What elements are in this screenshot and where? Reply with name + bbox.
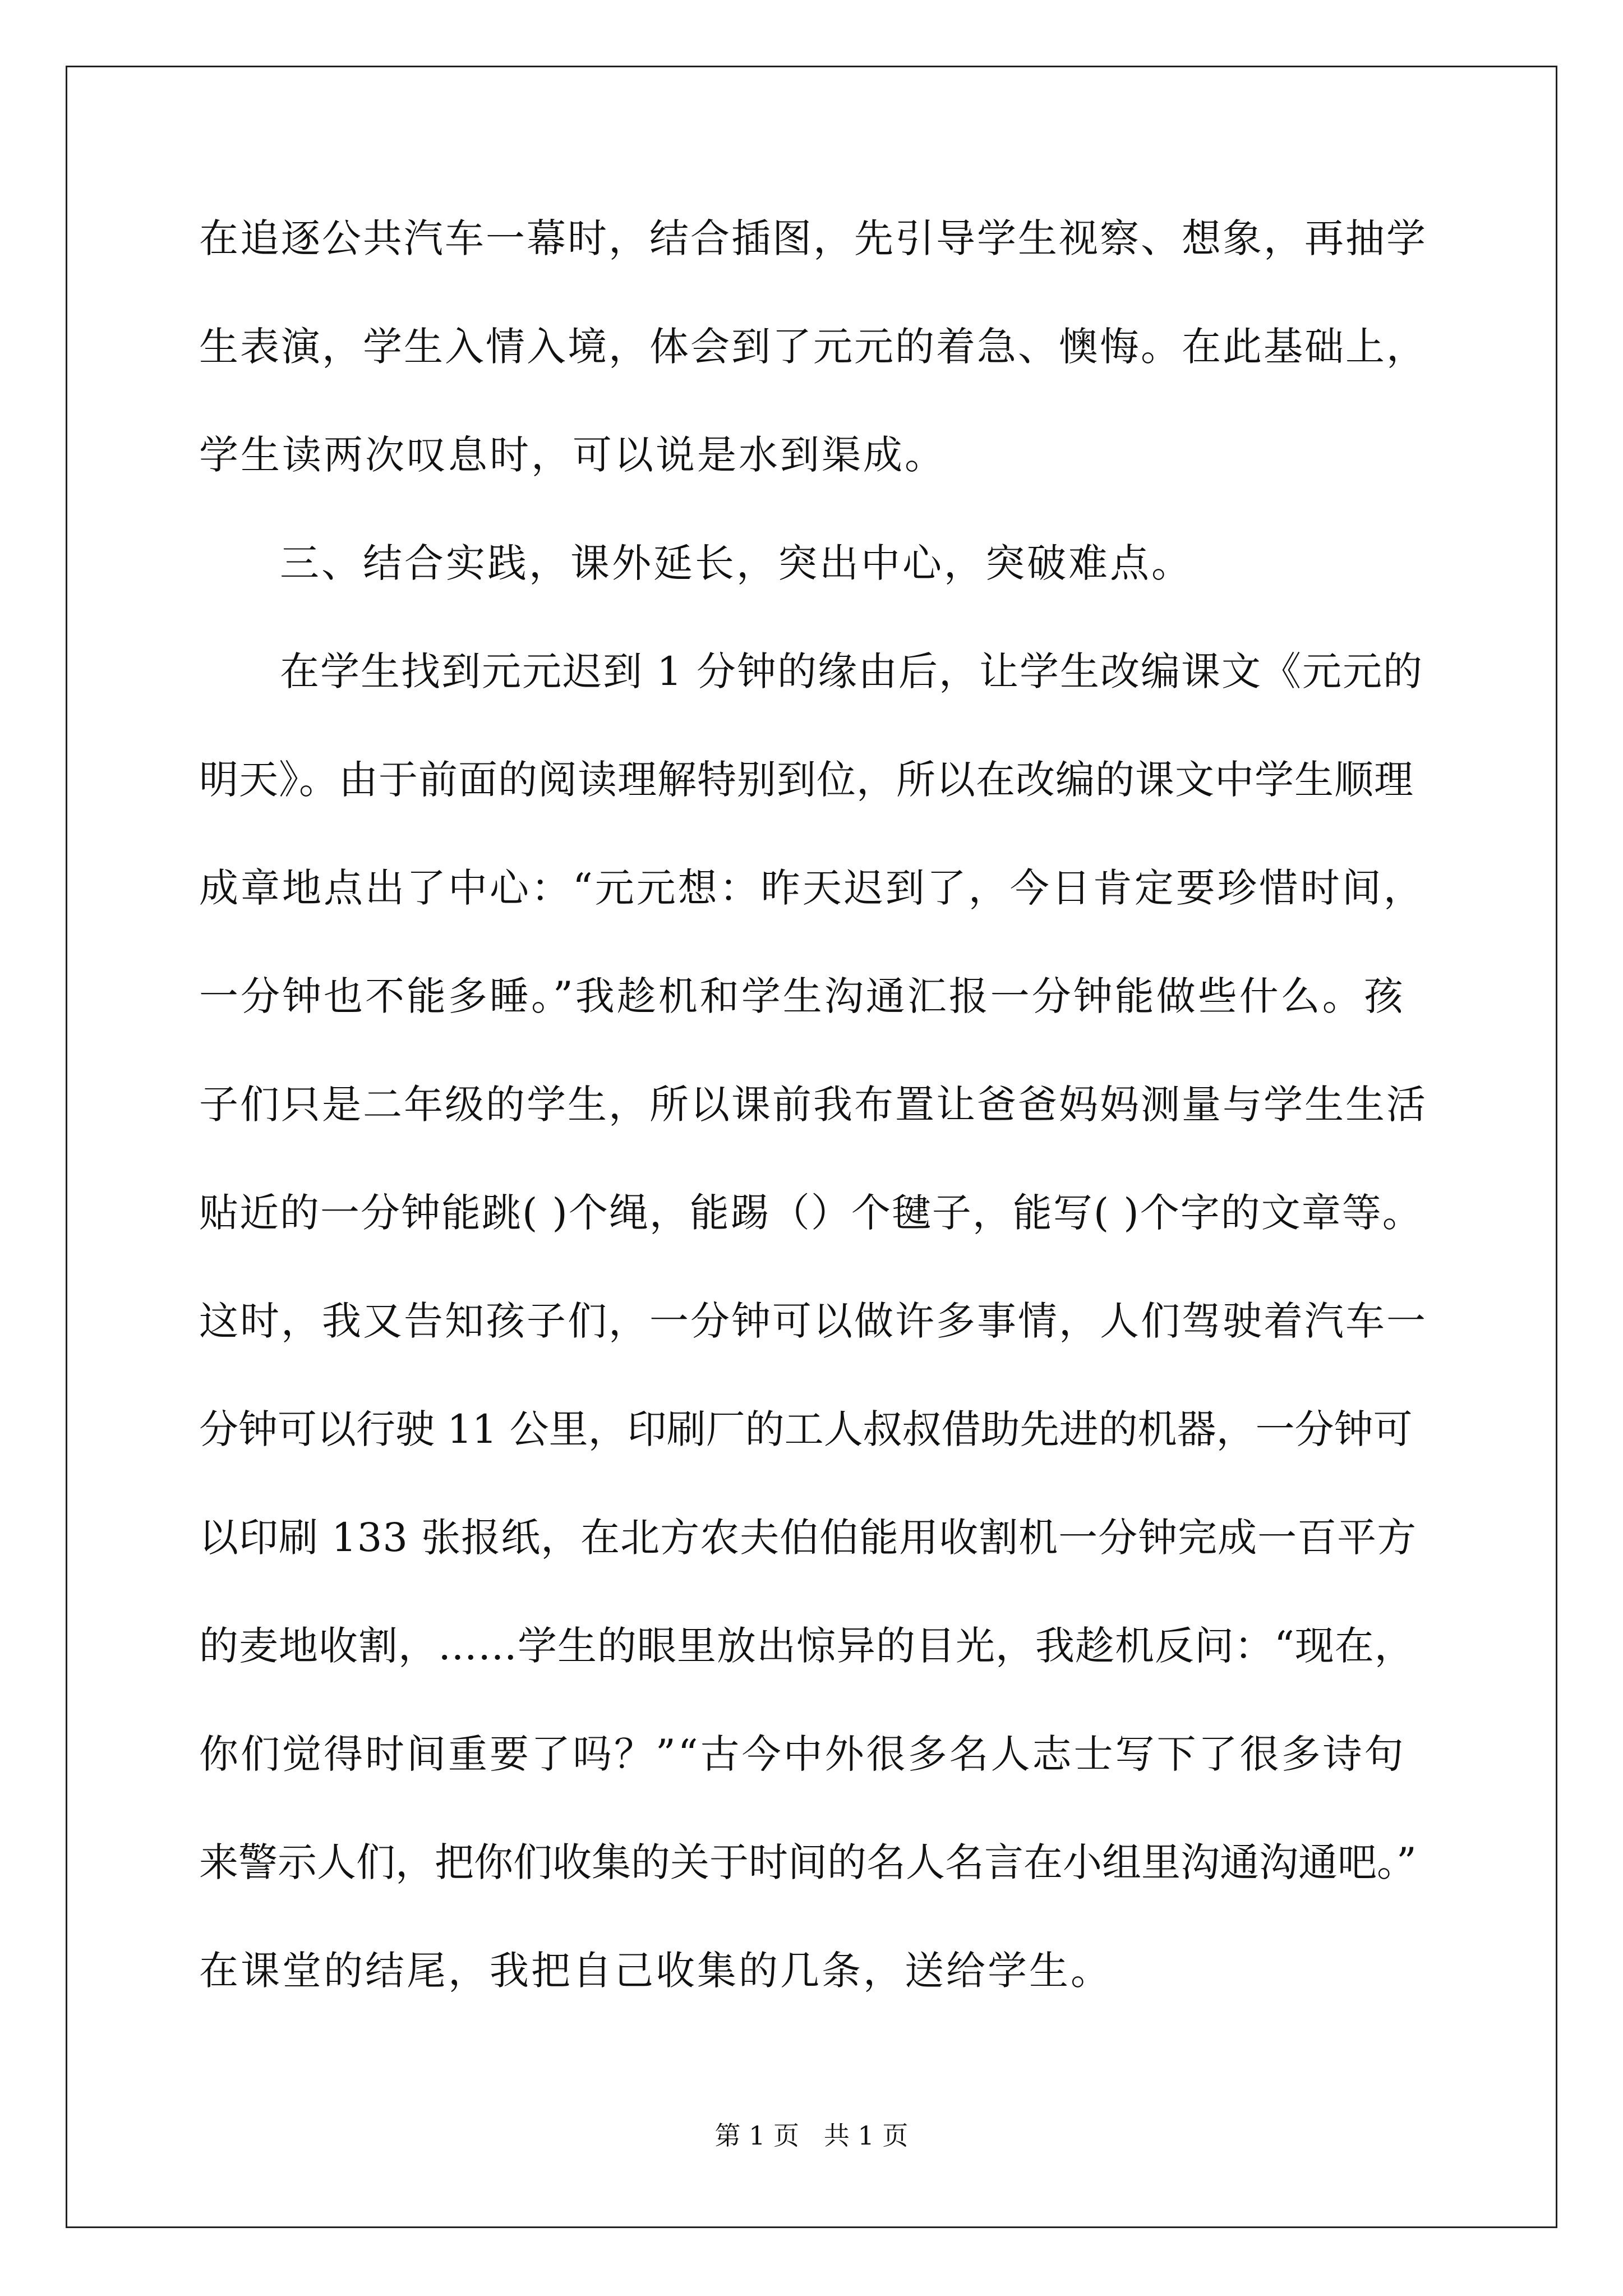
text-line: 分钟可以行驶 11 公里，印刷厂的工人叔叔借助先进的机器，一分钟可 bbox=[199, 1406, 1413, 1452]
section-heading: 三、结合实践，课外延长，突出中心，突破难点。 bbox=[280, 540, 1193, 586]
text-line: 的麦地收割，……学生的眼里放出惊异的目光，我趁机反问：“现在， bbox=[199, 1623, 1414, 1669]
text-line: 这时，我又告知孩子们，一分钟可以做许多事情，人们驾驶着汽车一 bbox=[199, 1298, 1427, 1344]
text-line: 在学生找到元元迟到 1 分钟的缘由后，让学生改编课文《元元的 bbox=[280, 648, 1424, 694]
text-line: 在追逐公共汽车一幕时，结合插图，先引导学生视察、想象，再抽学 bbox=[199, 215, 1427, 261]
text-line: 一分钟也不能多睡。”我趁机和学生沟通汇报一分钟能做些什么。孩 bbox=[199, 973, 1405, 1019]
text-line: 你们觉得时间重要了吗？”“古今中外很多名人志士写下了很多诗句 bbox=[199, 1731, 1406, 1777]
text-line: 学生读两次叹息时，可以说是水到渠成。 bbox=[199, 432, 946, 478]
text-line: 来警示人们，把你们收集的关于时间的名人名言在小组里沟通沟通吧。” bbox=[199, 1839, 1417, 1885]
page-number-footer: 第 1 页 共 1 页 bbox=[714, 2120, 909, 2151]
text-line: 以印刷 133 张报纸，在北方农夫伯伯能用收割机一分钟完成一百平方 bbox=[199, 1515, 1417, 1561]
document-body bbox=[199, 215, 1430, 2059]
text-line: 子们只是二年级的学生，所以课前我布置让爸爸妈妈测量与学生生活 bbox=[199, 1082, 1427, 1128]
text-line: 贴近的一分钟能跳( )个绳，能踢（）个毽子，能写( )个字的文章等。 bbox=[199, 1190, 1423, 1236]
text-line: 明天》。由于前面的阅读理解特别到位，所以在改编的课文中学生顺理 bbox=[199, 757, 1414, 803]
text-line: 成章地点出了中心：“元元想：昨天迟到了，今日肯定要珍惜时间， bbox=[199, 865, 1425, 911]
text-line: 在课堂的结尾，我把自己收集的几条，送给学生。 bbox=[199, 1948, 1112, 1994]
text-line: 生表演，学生入情入境，体会到了元元的着急、懊悔。在此基础上， bbox=[199, 324, 1427, 370]
